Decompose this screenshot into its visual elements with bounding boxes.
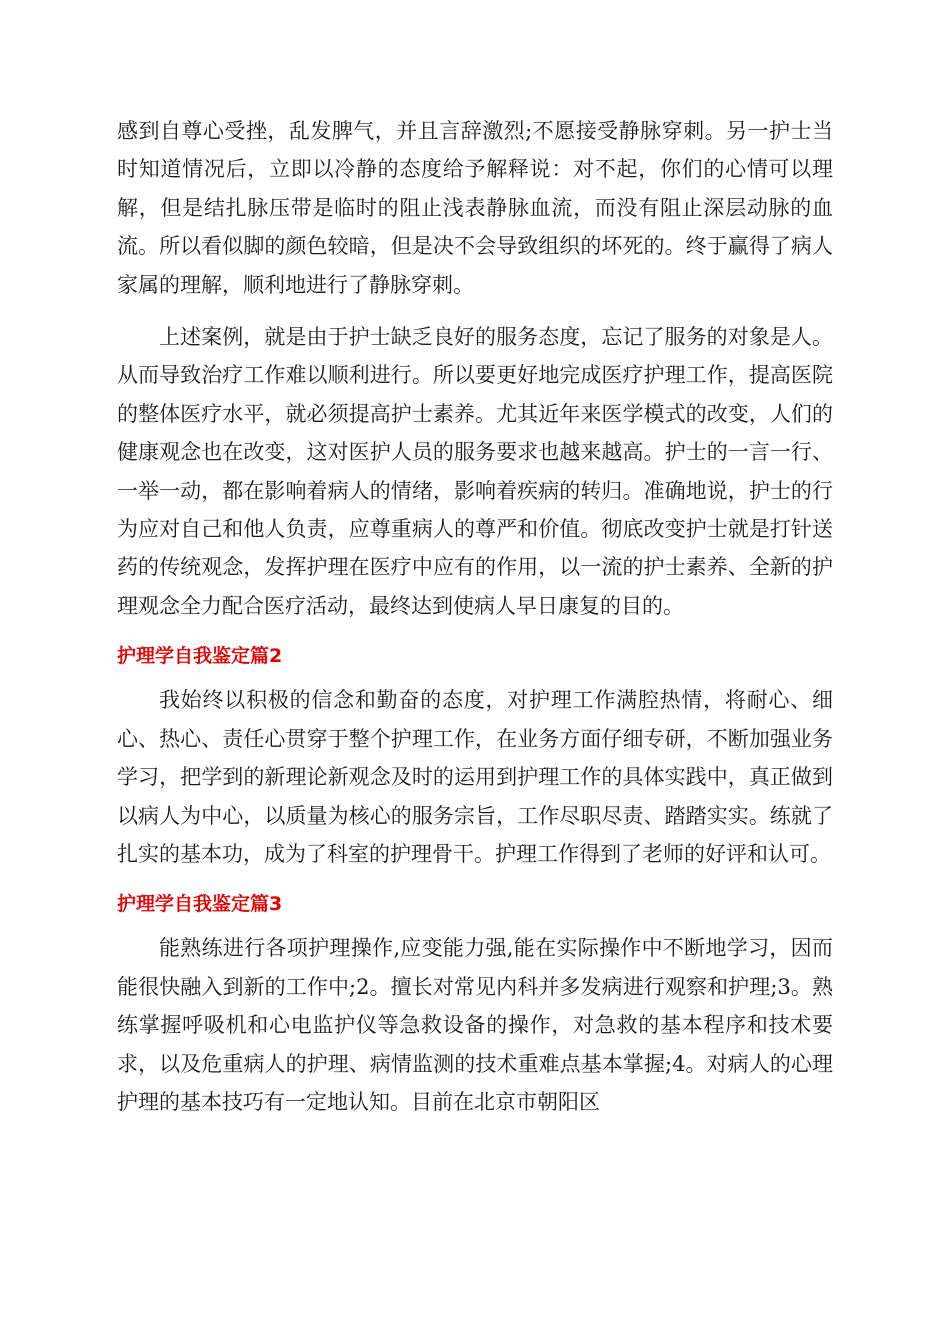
paragraph-section-2: 我始终以积极的信念和勤奋的态度，对护理工作满腔热情，将耐心、细心、热心、责任心贯穿于整个护理工作，在业务方面仔细专研，不断加强业务学习，把学到的新理论新观念及时的运用到护理工作的具体实践中，真正做到以病人为中心，以质量为核心的服务宗旨，工作尽职尽责、踏踏实实。练就了扎实的基本功，成为了科室的护理骨干。护理工作得到了老师的好评和认可。	[117, 688, 833, 866]
paragraph-section-3: 能熟练进行各项护理操作,应变能力强,能在实际操作中不断地学习，因而能很快融入到新的工作中;2。擅长对常见内科并多发病进行观察和护理;3。熟练掌握呼吸机和心电监护仪等急救设备的操作，对急救的基本程序和技术要求，以及危重病人的护理、病情监测的技术重难点基本掌握;4。对病人的心理护理的基本技巧有一定地认知。目前在北京市朝阳区	[117, 936, 833, 1114]
section-heading-2: 护理学自我鉴定篇2	[117, 645, 283, 668]
paragraph-case-continuation: 感到自尊心受挫，乱发脾气，并且言辞激烈;不愿接受静脉穿刺。另一护士当时知道情况后，立即以冷静的态度给予解释说：对不起，你们的心情可以理解，但是结扎脉压带是临时的阻止浅表静脉血流，而没有阻止深层动脉的血流。所以看似脚的颜色较暗，但是决不会导致组织的坏死的。终于赢得了病人家属的理解，顺利地进行了静脉穿刺。	[117, 119, 833, 297]
section-heading-3: 护理学自我鉴定篇3	[117, 893, 283, 916]
document-body	[117, 112, 833, 1135]
paragraph-case-summary: 上述案例，就是由于护士缺乏良好的服务态度，忘记了服务的对象是人。从而导致治疗工作难以顺利进行。所以要更好地完成医疗护理工作，提高医院的整体医疗水平，就必须提高护士素养。尤其近年来医学模式的改变，人们的健康观念也在改变，这对医护人员的服务要求也越来越高。护士的一言一行、一举一动，都在影响着病人的情绪，影响着疾病的转归。准确地说，护士的行为应对自己和他人负责，应尊重病人的尊严和价值。彻底改变护士就是打针送药的传统观念，发挥护理在医疗中应有的作用，以一流的护士素养、全新的护理观念全力配合医疗活动，最终达到使病人早日康复的目的。	[117, 325, 833, 618]
